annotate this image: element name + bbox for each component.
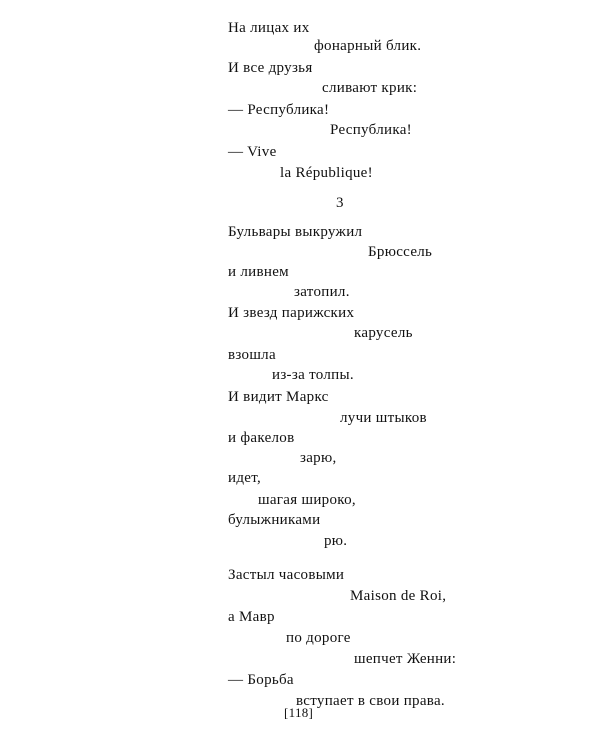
poem-line: сливают крик: [322, 80, 418, 96]
poem-line: затопил. [294, 284, 350, 300]
poem-line: шагая широко, [258, 492, 356, 508]
poem-line: Брюссель [368, 244, 433, 260]
poem-line: булыжниками [228, 512, 321, 528]
poem-line: зарю, [300, 450, 337, 466]
poem-line: рю. [324, 533, 348, 549]
poem-line: из-за толпы. [272, 367, 354, 383]
poem-line: — Борьба [228, 672, 294, 688]
poem-line: лучи штыков [340, 410, 427, 426]
poem-line: по дороге [286, 630, 351, 646]
poem-line: И звезд парижских [228, 305, 355, 321]
poem-line: Республика! [330, 122, 412, 138]
poem-line: фонарный блик. [314, 38, 422, 54]
poem-line: la République! [280, 165, 373, 181]
poem-line: Maison de Roi, [350, 588, 447, 604]
poem-line: идет, [228, 470, 261, 486]
poem-line: а Мавр [228, 609, 275, 625]
poem-line: И все друзья [228, 60, 313, 76]
poem-line: карусель [354, 325, 413, 341]
poem-line: шепчет Женни: [354, 651, 457, 667]
poem-line: Бульвары выкружил [228, 224, 363, 240]
poem-line: вступает в свои права. [296, 693, 445, 709]
poem-line: Застыл часовыми [228, 567, 345, 583]
poem-line: и ливнем [228, 264, 289, 280]
poem-line: взошла [228, 347, 276, 363]
poem-line: и факелов [228, 430, 295, 446]
poem-line: — Республика! [228, 102, 330, 118]
section-number: 3 [336, 195, 344, 211]
poem-line: — Vive [228, 144, 277, 160]
poem-line: И видит Маркс [228, 389, 329, 405]
poem-line: На лицах их [228, 20, 310, 36]
page-number: [118] [284, 705, 314, 720]
